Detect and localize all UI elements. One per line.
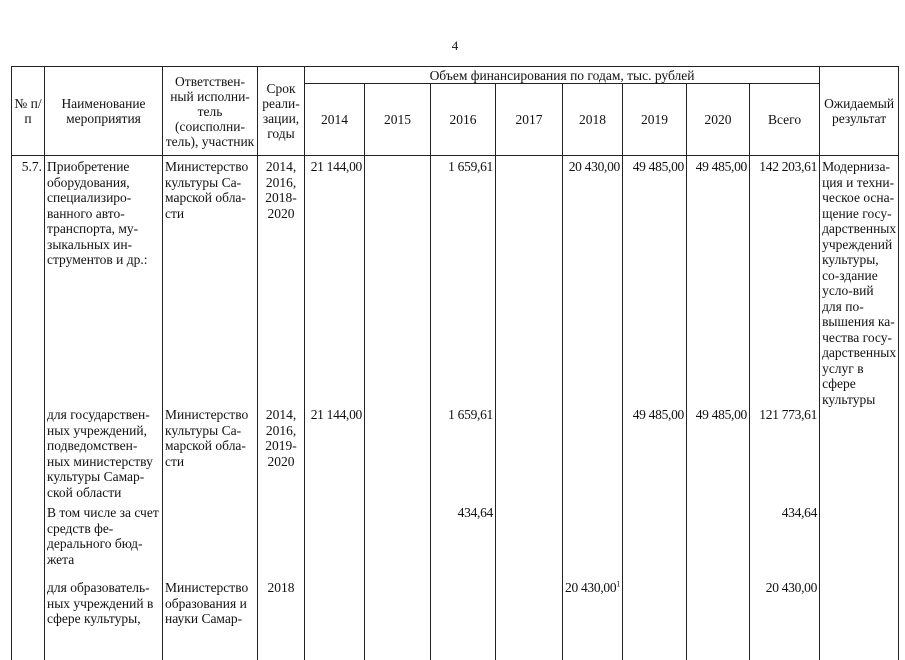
row-responsible xyxy=(163,505,258,580)
header-result: Ожидаемый результат xyxy=(820,67,899,156)
row-value xyxy=(305,505,365,580)
row-value xyxy=(305,580,365,660)
page-number: 4 xyxy=(451,38,459,53)
row-value: 49 485,00 xyxy=(687,156,750,408)
table-row xyxy=(12,407,899,505)
row-term: 2018 xyxy=(258,580,305,660)
row-value xyxy=(687,580,750,660)
program-table xyxy=(11,66,899,660)
header-year: 2020 xyxy=(687,84,750,156)
row-responsible: Министерство образования и науки Самар- xyxy=(163,580,258,660)
row-value xyxy=(563,407,623,505)
row-value xyxy=(563,505,623,580)
row-value xyxy=(431,580,496,660)
row-value: 21 144,00 xyxy=(305,407,365,505)
row-term xyxy=(258,505,305,580)
table-row xyxy=(12,505,899,580)
footnote-mark: 1 xyxy=(616,579,621,589)
row-name: Приобретение оборудования, специализиро-ванного авто-транспорта, му-зыкальных ин-струментов и др.: xyxy=(45,156,163,408)
row-total: 121 773,61 xyxy=(750,407,820,505)
table-row xyxy=(12,580,899,660)
row-result xyxy=(820,505,899,580)
row-value xyxy=(496,407,563,505)
row-value xyxy=(623,505,687,580)
row-value xyxy=(563,580,623,660)
row-term: 2014, 2016, 2018-2020 xyxy=(258,156,305,408)
header-year: 2018 xyxy=(563,84,623,156)
row-name: для государствен-ных учреждений, подведомствен-ных министерству культуры Самар-ской области xyxy=(45,407,163,505)
header-year: 2015 xyxy=(365,84,431,156)
header-responsible: Ответствен-ный исполни-тель (соисполни-тель), участник xyxy=(163,67,258,156)
row-value xyxy=(496,156,563,408)
row-name: В том числе за счет средств фе-дерального бюд-жета xyxy=(45,505,163,580)
row-responsible: Министерство культуры Са-марской обла-сти xyxy=(163,407,258,505)
row-total: 20 430,00 xyxy=(750,580,820,660)
header-year: 2017 xyxy=(496,84,563,156)
row-value: 20 430,00 xyxy=(563,156,623,408)
row-value: 49 485,00 xyxy=(623,156,687,408)
row-num xyxy=(12,407,45,505)
row-result: Модерниза-ция и техни-ческое осна-щение госу-дарственных учреждений культуры, со-здание усло-вий для по-вышения ка-чества госу-дарственных услуг в сфере культуры xyxy=(820,156,899,408)
row-value: 1 659,61 xyxy=(431,156,496,408)
header-year: 2014 xyxy=(305,84,365,156)
row-value: 1 659,61 xyxy=(431,407,496,505)
row-value xyxy=(687,505,750,580)
row-result xyxy=(820,407,899,505)
row-value: 434,64 xyxy=(431,505,496,580)
table-header xyxy=(12,67,899,156)
row-value xyxy=(365,505,431,580)
row-name: для образователь-ных учреждений в сфере культуры, xyxy=(45,580,163,660)
row-value: 49 485,00 xyxy=(623,407,687,505)
table-row xyxy=(12,156,899,408)
row-num xyxy=(12,580,45,660)
row-num xyxy=(12,505,45,580)
row-value xyxy=(496,505,563,580)
row-total: 434,64 xyxy=(750,505,820,580)
row-total: 142 203,61 xyxy=(750,156,820,408)
header-term: Срок реали-зации, годы xyxy=(258,67,305,156)
header-funding: Объем финансирования по годам, тыс. рублей xyxy=(305,67,820,84)
row-result xyxy=(820,580,899,660)
row-value xyxy=(496,580,563,660)
row-term: 2014, 2016, 2019-2020 xyxy=(258,407,305,505)
header-total: Всего xyxy=(750,84,820,156)
value-text: 20 430,00 xyxy=(565,580,617,595)
row-value xyxy=(365,580,431,660)
row-value xyxy=(365,407,431,505)
header-year: 2019 xyxy=(623,84,687,156)
row-value: 49 485,00 xyxy=(687,407,750,505)
row-value xyxy=(623,580,687,660)
header-num: № п/п xyxy=(12,67,45,156)
row-num: 5.7. xyxy=(12,156,45,408)
row-value: 21 144,00 xyxy=(305,156,365,408)
row-value xyxy=(365,156,431,408)
header-year: 2016 xyxy=(431,84,496,156)
header-name: Наименование мероприятия xyxy=(45,67,163,156)
row-responsible: Министерство культуры Са-марской обла-сти xyxy=(163,156,258,408)
